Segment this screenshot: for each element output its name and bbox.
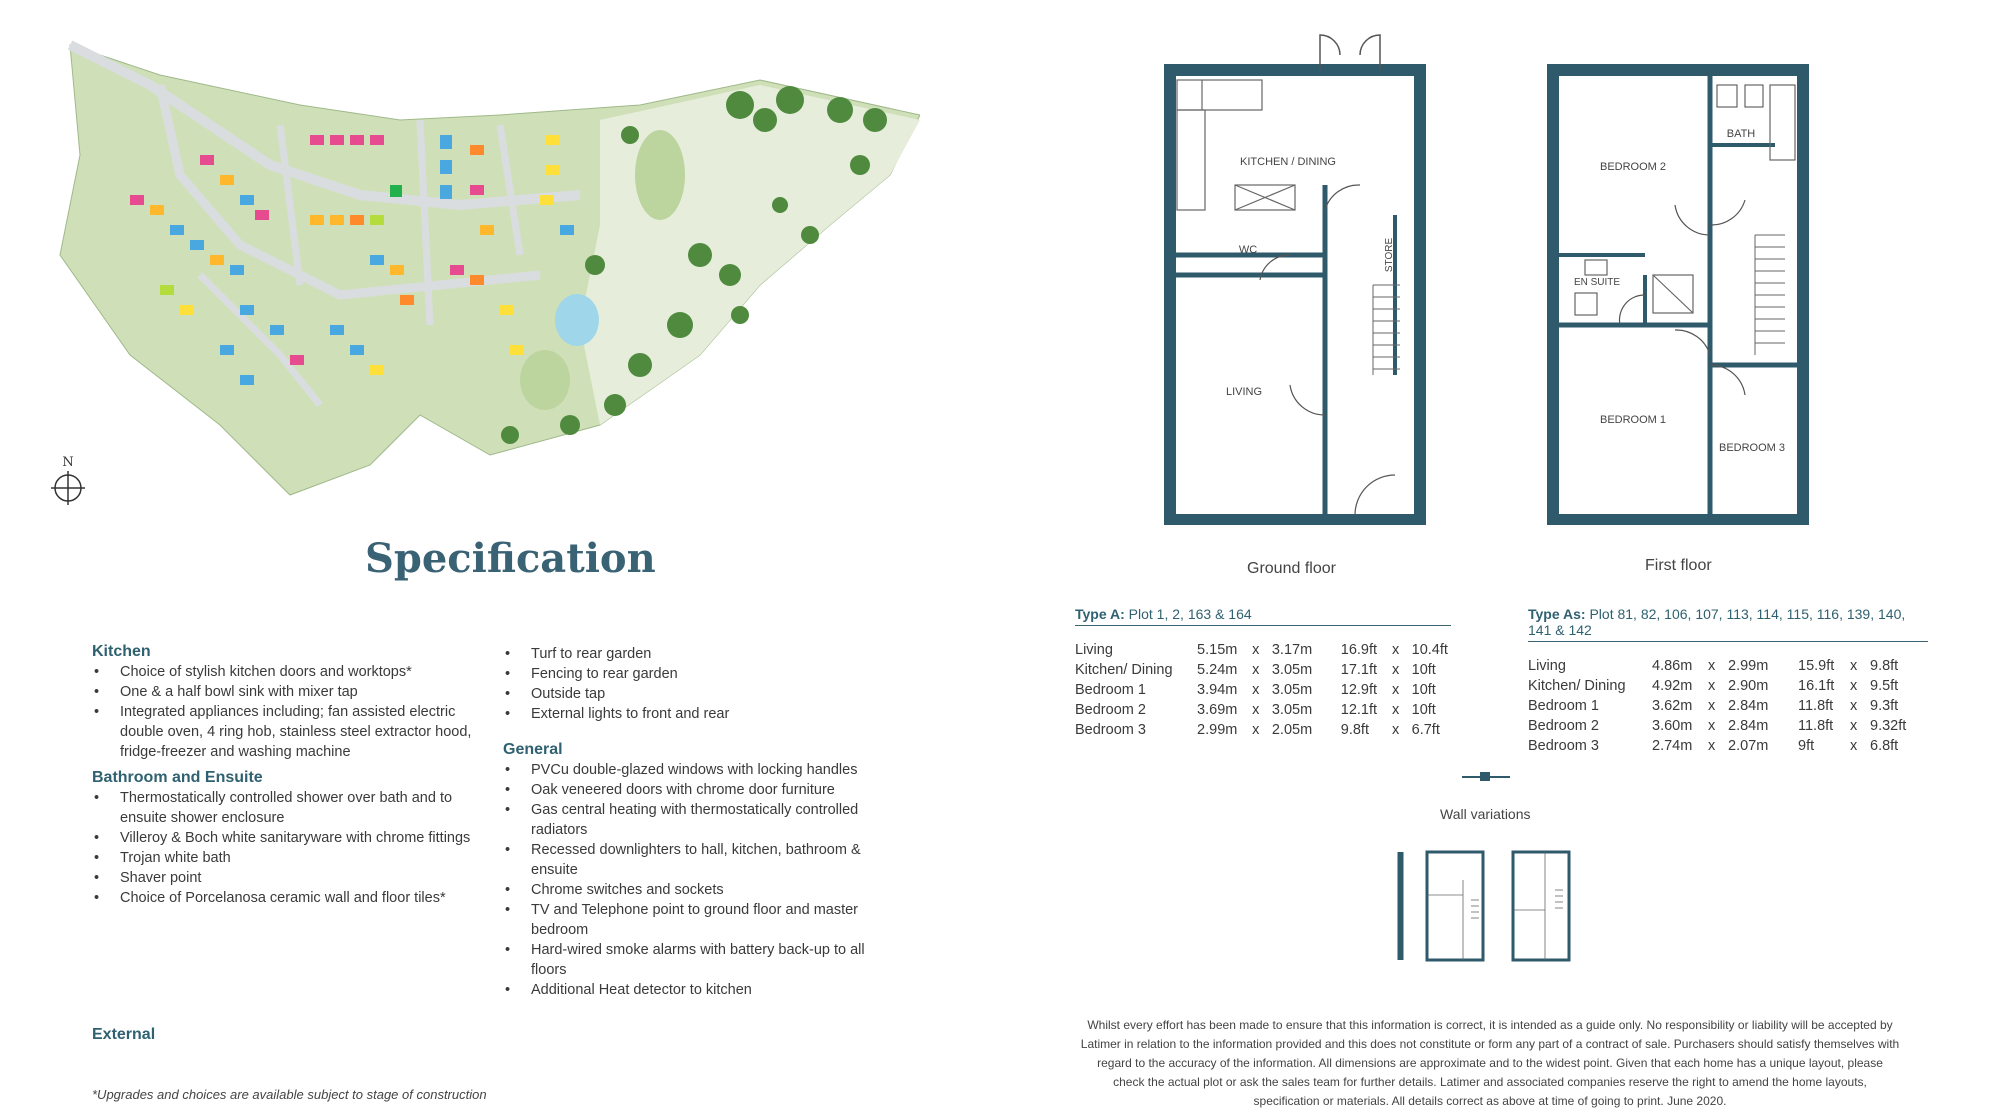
metric-length: 2.99m (1197, 722, 1238, 738)
room-name: Bedroom 2 (1075, 702, 1146, 718)
spec-item: • Choice of stylish kitchen doors and worktops* (92, 662, 482, 682)
imperial-width: 6.7ft (1411, 722, 1440, 738)
spec-item: • PVCu double-glazed windows with locking handles (503, 760, 883, 780)
room-name: Kitchen/ Dining (1075, 662, 1173, 678)
stairs-icon (1755, 235, 1785, 355)
imperial-length: 9ft (1798, 738, 1815, 754)
type-label: Type A: (1075, 606, 1125, 622)
spec-section-external (92, 1025, 155, 1045)
room-name: Bedroom 1 (1528, 698, 1599, 714)
times-symbol: x (1391, 682, 1400, 698)
room-name: Living (1528, 658, 1566, 674)
room-name: Bedroom 3 (1528, 738, 1599, 754)
times-symbol: x (1850, 658, 1858, 674)
imperial-length: 12.1ft (1340, 702, 1378, 718)
spec-item: • Trojan white bath (92, 848, 482, 868)
room-label-ensuite: EN SUITE (1573, 277, 1621, 288)
metric-length: 5.15m (1197, 642, 1238, 658)
spec-section-kitchen (92, 642, 482, 762)
dimension-row (1528, 656, 1928, 676)
imperial-width: 9.3ft (1870, 698, 1899, 714)
spec-section-bathroom (92, 768, 482, 908)
metric-width: 3.05m (1271, 682, 1313, 698)
times-symbol: x (1252, 722, 1260, 738)
times-symbol: x (1850, 678, 1858, 694)
section-heading: Bathroom and Ensuite (92, 769, 263, 786)
imperial-length: 11.8ft (1798, 698, 1834, 714)
dimension-table-type-as (1528, 606, 1928, 756)
dimension-row (1528, 736, 1928, 756)
section-heading: External (92, 1026, 156, 1043)
kitchen-units-icon (1177, 80, 1295, 210)
dimension-row (1075, 700, 1451, 720)
imperial-width: 9.32ft (1870, 718, 1907, 734)
dimension-row (1075, 640, 1451, 660)
times-symbol: x (1850, 718, 1858, 734)
imperial-length: 17.1ft (1340, 662, 1378, 678)
metric-length: 3.62m (1652, 698, 1693, 714)
open-green (635, 130, 685, 220)
metric-width: 2.84m (1728, 698, 1769, 714)
dimension-rows (1528, 656, 1928, 756)
spec-title: Specification (365, 535, 656, 582)
room-label-bedroom-2: BEDROOM 2 (1599, 161, 1667, 173)
times-symbol: x (1252, 702, 1260, 718)
imperial-width: 9.5ft (1870, 678, 1899, 694)
room-label-kitchen: KITCHEN / DINING (1240, 156, 1336, 168)
spec-item: • Additional Heat detector to kitchen (503, 980, 883, 1000)
times-symbol: x (1391, 722, 1400, 738)
room-name: Bedroom 3 (1075, 722, 1146, 738)
spec-item: • Chrome switches and sockets (503, 880, 883, 900)
room-label-bedroom-1: BEDROOM 1 (1599, 414, 1667, 426)
type-label: Type As: (1528, 606, 1586, 622)
imperial-width: 10ft (1411, 702, 1436, 718)
section-heading: Kitchen (92, 643, 151, 660)
metric-width: 2.99m (1728, 658, 1769, 674)
wall-variations-label: Wall variations (1440, 806, 1531, 822)
imperial-length: 16.9ft (1340, 642, 1378, 658)
room-name: Bedroom 1 (1075, 682, 1146, 698)
metric-width: 2.90m (1728, 678, 1769, 694)
metric-length: 5.24m (1197, 662, 1238, 678)
spec-item: • Turf to rear garden (503, 644, 883, 664)
imperial-width: 9.8ft (1870, 658, 1899, 674)
metric-length: 3.60m (1652, 718, 1693, 734)
imperial-length: 16.1ft (1798, 678, 1835, 694)
spec-section-general (503, 740, 883, 1000)
times-symbol: x (1391, 662, 1400, 678)
section-heading: General (503, 741, 563, 758)
times-symbol: x (1708, 658, 1716, 674)
times-symbol: x (1252, 662, 1260, 678)
north-compass (50, 455, 86, 511)
metric-length: 3.69m (1197, 702, 1238, 718)
first-floor-label: First floor (1645, 557, 1712, 574)
times-symbol: x (1252, 682, 1260, 698)
dimension-row (1528, 696, 1928, 716)
times-symbol: x (1850, 738, 1858, 754)
metric-width: 2.84m (1728, 718, 1769, 734)
spec-item: • External lights to front and rear (503, 704, 883, 724)
compass-icon (50, 470, 86, 506)
table-title (1075, 606, 1451, 626)
wall-variation-key-icon (1460, 770, 1512, 784)
spec-item: • Villeroy & Boch white sanitaryware with chrome fittings (92, 828, 482, 848)
spec-item: • Fencing to rear garden (503, 664, 883, 684)
dimension-row (1075, 660, 1451, 680)
open-green-south (520, 350, 570, 410)
times-symbol: x (1708, 718, 1716, 734)
spec-item: • TV and Telephone point to ground floor and master bedroom (503, 900, 883, 940)
metric-length: 4.86m (1652, 658, 1693, 674)
spec-item: • One & a half bowl sink with mixer tap (92, 682, 482, 702)
spec-item: • Hard-wired smoke alarms with battery back-up to all floors (503, 940, 883, 980)
times-symbol: x (1708, 678, 1716, 694)
room-name: Living (1075, 642, 1113, 658)
spec-item: • Integrated appliances including; fan assisted electric double oven, 4 ring hob, stainless steel extractor hood, fridge-freezer and washing machine (92, 702, 482, 762)
times-symbol: x (1708, 738, 1716, 754)
dimension-row (1075, 680, 1451, 700)
dimension-row (1528, 716, 1928, 736)
imperial-length: 12.9ft (1340, 682, 1378, 698)
site-plan-map (40, 25, 920, 525)
metric-width: 2.07m (1728, 738, 1769, 754)
room-label-bedroom-3: BEDROOM 3 (1718, 442, 1786, 454)
imperial-length: 9.8ft (1340, 722, 1369, 738)
room-label-wc: WC (1238, 244, 1258, 256)
spec-item: • Thermostatically controlled shower over bath and to ensuite shower enclosure (92, 788, 482, 828)
first-floor-plan (1545, 25, 1815, 525)
room-label-store: STORE (1384, 237, 1395, 273)
plot-list: Plot 1, 2, 163 & 164 (1128, 606, 1252, 622)
spec-item: • Recessed downlighters to hall, kitchen, bathroom & ensuite (503, 840, 883, 880)
dimension-table-type-a (1075, 606, 1451, 740)
imperial-width: 10ft (1411, 662, 1436, 678)
imperial-width: 10.4ft (1411, 642, 1448, 658)
dimension-row (1528, 676, 1928, 696)
north-label: N (62, 455, 74, 470)
times-symbol: x (1391, 702, 1400, 718)
imperial-width: 10ft (1411, 682, 1436, 698)
times-symbol: x (1391, 642, 1400, 658)
room-name: Kitchen/ Dining (1528, 678, 1626, 694)
plot-list: Plot 81, 82, 106, 107, 113, 114, 115, 116, 139, 140, 141 & 142 (1528, 606, 1906, 638)
spec-item: • Gas central heating with thermostatically controlled radiators (503, 800, 883, 840)
imperial-length: 11.8ft (1798, 718, 1834, 734)
imperial-width: 6.8ft (1870, 738, 1899, 754)
spec-item: • Outside tap (503, 684, 883, 704)
wall-variations-diagram (1395, 840, 1585, 965)
spec-item: • Oak veneered doors with chrome door furniture (503, 780, 883, 800)
room-label-bath: BATH (1726, 128, 1756, 140)
spec-left-column (92, 642, 482, 914)
ground-outer-walls (1170, 70, 1420, 520)
ground-floor-plan (1160, 25, 1430, 525)
legal-disclaimer: Whilst every effort has been made to ensure that this information is correct, it is intended as a guide only. No responsibility or liability will be accepted by Latimer in relation to the information provided and this does not constitute or form any part of a contract of sale. Purchasers should satisfy themselves with regard to the accuracy of the information. All dimensions are approximate and to the widest point. Given that each home has a unique layout, please check the actual plot or ask the sales team for further details. Latimer and associated companies reserve the right to amend the home layouts, specification or materials. All details correct as above at time of going to print. June 2020. (1080, 1018, 1900, 1108)
metric-width: 3.05m (1271, 662, 1313, 678)
times-symbol: x (1252, 642, 1260, 658)
dimension-rows (1075, 640, 1451, 740)
spec-item: • Choice of Porcelanosa ceramic wall and floor tiles* (92, 888, 482, 908)
spec-right-column (503, 644, 883, 1006)
times-symbol: x (1850, 698, 1858, 714)
metric-length: 3.94m (1197, 682, 1238, 698)
metric-width: 2.05m (1271, 722, 1313, 738)
times-symbol: x (1708, 698, 1716, 714)
ground-floor-label: Ground floor (1247, 560, 1336, 577)
spec-section-garden (503, 644, 883, 724)
pond (555, 294, 599, 346)
imperial-length: 15.9ft (1798, 658, 1835, 674)
metric-width: 3.17m (1271, 642, 1313, 658)
spec-item: • Shaver point (92, 868, 482, 888)
metric-length: 4.92m (1652, 678, 1693, 694)
metric-length: 2.74m (1652, 738, 1693, 754)
table-title (1528, 606, 1928, 642)
room-name: Bedroom 2 (1528, 718, 1599, 734)
metric-width: 3.05m (1271, 702, 1313, 718)
spec-footnote: *Upgrades and choices are available subject to stage of construction (92, 1087, 487, 1102)
dimension-row (1075, 720, 1451, 740)
room-label-living: LIVING (1225, 386, 1263, 398)
